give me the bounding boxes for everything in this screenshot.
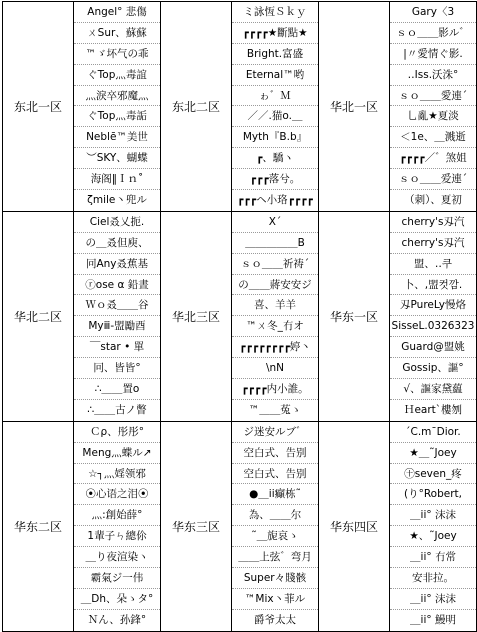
player-name: ｓｏ＿＿影ル゛ (390, 23, 476, 44)
player-name: 1輩子ㄣ總伱 (74, 526, 160, 547)
player-name: ∴＿＿古ノ瞥 (87, 403, 147, 416)
server-name-table (2, 1, 477, 632)
player-name: \nN (232, 358, 318, 379)
region-cell: 华东一区 (319, 211, 390, 421)
name-list-cell (74, 2, 161, 212)
player-name: ★＿˜Joey (390, 443, 476, 464)
player-name: ☆┐灬婬领邪 (74, 464, 160, 485)
player-name: ＿ii° 沫沫 (390, 505, 476, 526)
player-name: ζmile丶兜ル (87, 194, 147, 207)
player-name: ㄨSur、蘇蘇 (74, 23, 160, 44)
region-cell: 华东四区 (319, 421, 390, 631)
region-block-row (3, 211, 477, 421)
player-name: ＿ii° 沫沫 (390, 589, 476, 610)
player-name: ●＿ii癲栋˜ (232, 484, 318, 505)
name-list-cell (74, 211, 161, 421)
player-name: ™＿＿菟ゝ (248, 403, 302, 416)
player-name: Angel° 悲傷 (74, 2, 160, 23)
player-name: cherry's刄汽 (390, 233, 476, 254)
player-name: ＿Dh、朵ゝタ° (74, 589, 160, 610)
player-name: ぐTop灬毒誼 (74, 65, 160, 86)
player-name: ‥Iss.沃洙° (390, 65, 476, 86)
player-name: ＿＿上弦゛弯月 (232, 547, 318, 568)
player-name: ┏┏┏┏内小誰。 (232, 379, 318, 400)
name-list-cell (390, 211, 477, 421)
region-cell: 华北一区 (319, 2, 390, 212)
region-cell: 华北二区 (3, 211, 74, 421)
player-name: Meng灬蝶ル↗ (74, 443, 160, 464)
player-name: 霸氣ジ一伟 (74, 568, 160, 589)
region-cell: 华北三区 (161, 211, 232, 421)
player-name: Myth『B.b』 (232, 127, 318, 148)
player-name: 卜、,盟컷깜. (390, 275, 476, 296)
player-name: の＿叒但庾、 (74, 233, 160, 254)
player-name: ＿り夜渲染ヽ (74, 547, 160, 568)
player-name: Gary〈3 (390, 2, 476, 23)
player-name: 灬:創始薛° (74, 505, 160, 526)
player-name: Myⅲ-盟勵酉 (74, 316, 160, 337)
player-name: ＿＿＿＿＿B (232, 233, 318, 254)
player-name: ™Mix丶菲ル (232, 589, 318, 610)
player-name: ★、˜Joey (390, 526, 476, 547)
player-name: √、謳家黛藴 (390, 379, 476, 400)
player-name: ┏┏┏┏★斷點★ (232, 23, 318, 44)
player-name: ︶SKY、蝴蝶 (74, 148, 160, 169)
player-name: Ｈeart`樓刎 (403, 403, 463, 416)
player-name: Neblē™美世 (74, 127, 160, 148)
player-name: Ｃρ、彤彤° (74, 422, 160, 443)
region-block-row (3, 2, 477, 212)
player-name: ｓｏ＿＿愛連ˊ (390, 86, 476, 107)
player-name: 海阁‖Ｉｎ˚ (74, 169, 160, 190)
player-name: 乚亂★夏淡 (390, 106, 476, 127)
player-name: ｓｏ＿＿祈祷ˊ (232, 254, 318, 275)
player-name: ┏┏┏ヘ小珞┏┏┏┏ (237, 194, 313, 207)
region-cell: 华东三区 (161, 421, 232, 631)
player-name: ゎ゛Ｍ (232, 86, 318, 107)
player-name: Eternal™哟 (232, 65, 318, 86)
player-name: SisseL.0326323 (390, 316, 476, 337)
name-list-cell (232, 2, 319, 212)
player-name: ㊉seven_疼 (390, 464, 476, 485)
player-name: cherry's刄汽 (390, 212, 476, 233)
player-name: ┏、驕ヽ (232, 148, 318, 169)
player-name: ⓡose α 鉛晝 (74, 275, 160, 296)
player-name: 喜、羊羊 (232, 295, 318, 316)
player-name: 冋Any叒蕉基 (74, 254, 160, 275)
player-name: Ciel叒乂扼. (74, 212, 160, 233)
player-name: X´ (232, 212, 318, 233)
name-list-cell (74, 421, 161, 631)
player-name: Super々賤骸 (232, 568, 318, 589)
player-name: Bright.富盛 (232, 44, 318, 65)
player-name: ⦿心语之泪⦿ (74, 484, 160, 505)
player-name: 為、＿＿尔 (232, 505, 318, 526)
player-name: ┏┏┏落兮。 (232, 169, 318, 190)
region-block-row (3, 421, 477, 631)
player-name: 安非拉。 (390, 568, 476, 589)
player-name: Gossip、謳° (390, 358, 476, 379)
player-name: ˜＿旎哀ゝ (232, 526, 318, 547)
player-name: ￣star • 單 (74, 337, 160, 358)
player-name: ┏┏┏┏／゛煞姐 (390, 148, 476, 169)
player-name: Guard@盟姚 (390, 337, 476, 358)
region-cell: 东北一区 (3, 2, 74, 212)
player-name: ＿ii° 鰻明 (410, 613, 456, 626)
player-name: 盟、‥쿠 (390, 254, 476, 275)
player-name: ™ㄨ冬_冇オ (232, 316, 318, 337)
player-name: Ｗｏ叒＿＿谷 (74, 295, 160, 316)
player-name: ∴＿＿置o (74, 379, 160, 400)
table-body (3, 2, 477, 632)
name-list-cell (390, 421, 477, 631)
player-name: ミ詠恆Ｓｋｙ (232, 2, 318, 23)
player-name: ／／.猫o.＿ (232, 106, 318, 127)
region-cell: 东北二区 (161, 2, 232, 212)
player-name: ┏┏┏┏┏┏┏┏婷丶 (232, 337, 318, 358)
player-name: ジ迷安ルブ゛ (232, 422, 318, 443)
player-name: |〃愛情ぐ影. (390, 44, 476, 65)
player-name: 刄PureLy慢烙 (390, 295, 476, 316)
name-list-cell (232, 211, 319, 421)
player-name: ™ゞ坏气の乖 (74, 44, 160, 65)
player-name: Ｎん、孙鋒° (87, 613, 147, 626)
player-name: 冋、皆皆° (74, 358, 160, 379)
player-name: 空白式、告别 (232, 464, 318, 485)
player-name: 爵爷太太 (254, 613, 296, 626)
player-name: ぐTop灬毒詬 (74, 106, 160, 127)
player-name: ＜1e、＿溅逝 (390, 127, 476, 148)
player-name: ＿ii° 冇常 (390, 547, 476, 568)
name-list-cell (390, 2, 477, 212)
name-list-cell (232, 421, 319, 631)
player-name: (り°Robert, (390, 484, 476, 505)
region-cell: 华东二区 (3, 421, 74, 631)
player-name: の＿＿蔣安安ジ (232, 275, 318, 296)
player-name: ｓｏ＿＿爱連ˊ (390, 169, 476, 190)
player-name: （刺）、夏初 (404, 194, 462, 207)
player-name: 灬淚卒邪魔灬 (74, 86, 160, 107)
player-name: 空白式、告别 (232, 443, 318, 464)
player-name: ˊC.m¯Dior. (390, 422, 476, 443)
